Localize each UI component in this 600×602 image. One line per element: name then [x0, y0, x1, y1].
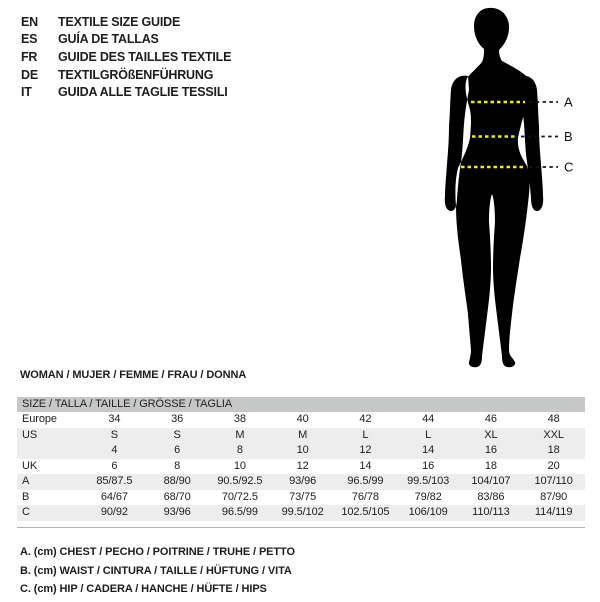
size-value: 99.5/102 [281, 506, 324, 518]
size-value: 38 [233, 413, 246, 425]
size-value: XL [484, 428, 498, 441]
size-value: 99.5/103 [407, 475, 450, 487]
language-title: GUIDA ALLE TAGLIE TESSILI [58, 85, 228, 100]
size-value: 14 [422, 444, 435, 456]
measurement-legend [20, 546, 295, 602]
size-value: 68/70 [163, 490, 191, 503]
language-row [21, 83, 231, 101]
size-value: 44 [422, 413, 435, 425]
size-value: 18 [547, 444, 560, 456]
size-value: 110/113 [472, 506, 510, 518]
size-value: 12 [359, 444, 372, 456]
size-table-header: SIZE / TALLA / TAILLE / GRÖSSE / TAGLIA [17, 397, 585, 412]
size-value: 12 [296, 459, 309, 472]
size-value: 70/72.5 [221, 490, 258, 503]
table-bottom-rule [17, 527, 585, 528]
size-value: 73/75 [289, 490, 317, 503]
size-value: 36 [171, 413, 184, 425]
size-value: 90/92 [100, 506, 128, 518]
legend-line: C. (cm) HIP / CADERA / HANCHE / HÜFTE / HIPS [20, 583, 267, 595]
size-value: 46 [484, 413, 497, 425]
size-value: M [235, 428, 245, 441]
size-value: 6 [111, 459, 118, 472]
gender-heading: WOMAN / MUJER / FEMME / FRAU / DONNA [20, 369, 247, 381]
size-value: 90.5/92.5 [217, 475, 263, 487]
size-value: 93/96 [163, 506, 191, 518]
language-row [21, 66, 231, 84]
size-value: S [110, 428, 118, 441]
language-code: FR [21, 49, 38, 64]
size-value: 93/96 [289, 475, 317, 487]
size-value: 16 [484, 444, 497, 456]
size-value: 6 [174, 444, 181, 456]
table-row [17, 412, 585, 428]
language-title: TEXTILGRÖßENFÜHRUNG [58, 67, 214, 82]
row-label: B [22, 490, 30, 503]
size-value: 85/87.5 [96, 475, 133, 487]
table-row [17, 428, 585, 444]
size-value: 8 [236, 444, 243, 456]
size-value: L [425, 428, 432, 441]
language-title-list [21, 13, 231, 101]
size-value: 96.5/99 [347, 475, 384, 487]
size-value: 4 [111, 444, 118, 456]
size-value: 114/119 [534, 506, 573, 518]
chest-label: A [564, 94, 573, 110]
table-row [17, 474, 585, 490]
size-value: 48 [547, 413, 560, 425]
size-value: L [362, 428, 369, 441]
size-value: 10 [233, 459, 246, 472]
row-label: C [22, 506, 30, 518]
size-value: 16 [422, 459, 435, 472]
legend-line: B. (cm) WAIST / CINTURA / TAILLE / HÜFTUNG / VITA [20, 564, 292, 577]
language-title: GUIDE DES TAILLES TEXTILE [58, 49, 232, 64]
row-label: UK [22, 459, 38, 472]
woman-silhouette [445, 8, 543, 367]
table-row [17, 490, 585, 506]
language-row [21, 48, 231, 66]
size-table [17, 397, 585, 521]
waist-label: B [564, 129, 573, 144]
table-row [17, 443, 585, 459]
size-value: XXL [543, 428, 564, 441]
language-code: ES [21, 32, 38, 47]
row-label [17, 443, 83, 459]
size-value: 96.5/99 [221, 506, 258, 518]
size-value: 76/78 [351, 490, 379, 503]
language-code: EN [21, 14, 38, 29]
row-label: US [22, 428, 38, 441]
language-row [21, 31, 231, 49]
size-table-body [17, 412, 585, 521]
size-value: 42 [359, 413, 372, 425]
hip-label: C [564, 159, 574, 175]
size-value: 102.5/105 [341, 506, 390, 518]
legend-line: A. (cm) CHEST / PECHO / POITRINE / TRUHE / PETTO [20, 546, 295, 558]
size-value: 104/107 [471, 475, 511, 487]
size-value: 18 [484, 459, 497, 472]
language-row [21, 13, 231, 31]
language-title: TEXTILE SIZE GUIDE [58, 14, 181, 29]
size-value: 83/86 [477, 490, 505, 503]
table-row [17, 459, 585, 475]
table-row [17, 505, 585, 521]
size-value: 34 [108, 413, 121, 425]
size-value: 20 [547, 459, 560, 472]
size-value: 87/90 [540, 490, 568, 503]
size-value: 106/109 [408, 506, 448, 518]
woman-figure [425, 0, 600, 375]
language-title: GUÍA DE TALLAS [58, 32, 159, 47]
row-label: A [22, 475, 30, 487]
size-value: 107/110 [534, 475, 573, 487]
size-value: S [173, 428, 181, 441]
size-value: 64/67 [100, 490, 128, 503]
size-value: 8 [174, 459, 181, 472]
row-label: Europe [22, 413, 57, 425]
size-value: M [298, 428, 308, 441]
size-value: 14 [359, 459, 372, 472]
size-value: 40 [296, 413, 309, 425]
size-value: 88/90 [163, 475, 191, 487]
size-value: 79/82 [414, 490, 442, 503]
size-value: 10 [296, 444, 309, 456]
language-code: DE [21, 67, 38, 82]
language-code: IT [21, 85, 32, 100]
